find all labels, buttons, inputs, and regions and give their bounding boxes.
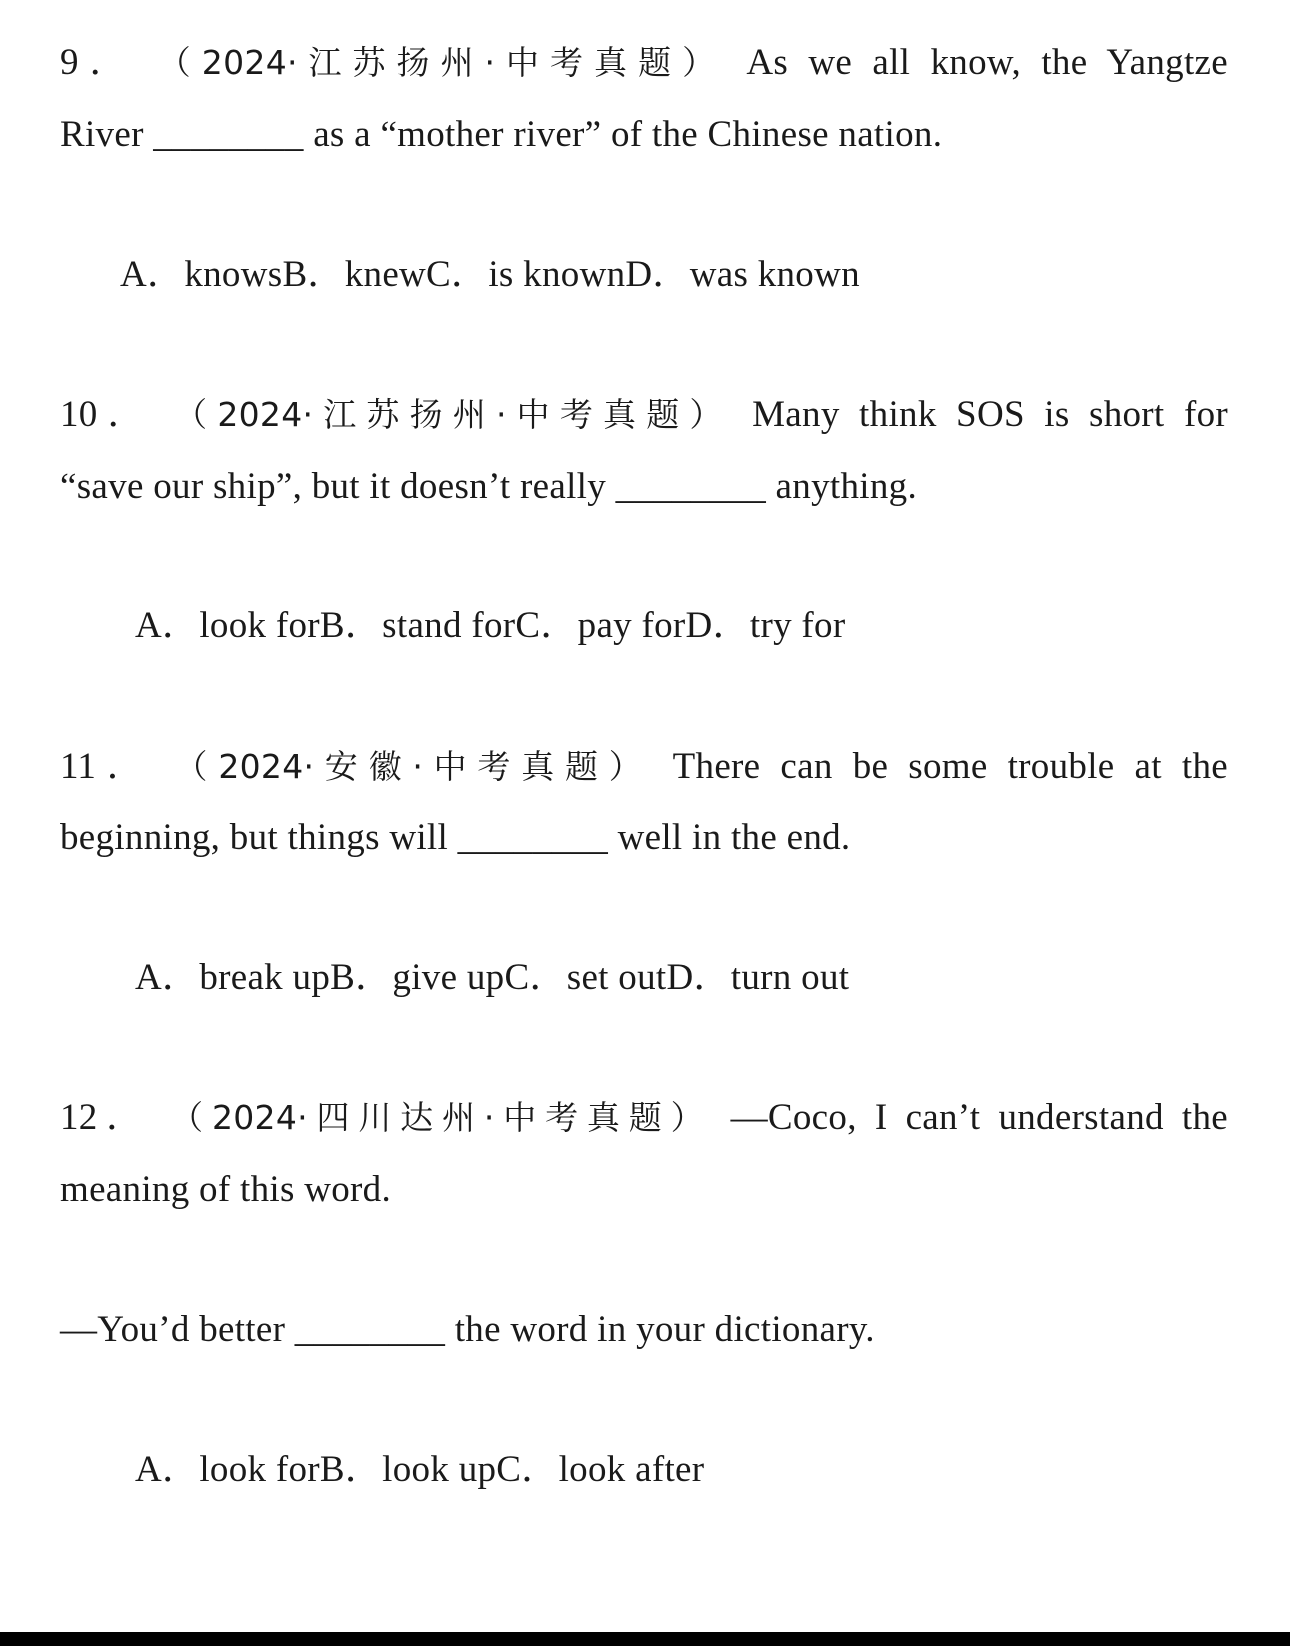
question-12-options: A．look forB．look upC．look after (135, 1449, 705, 1490)
question-11-stem-start: There can be some trouble at the (672, 746, 1228, 787)
question-10-stem-start: Many think SOS is short for (752, 394, 1228, 435)
question-12-number: 12． (60, 1097, 152, 1138)
question-9-line-2: River ________ as a “mother river” of the Chinese nation. (60, 114, 943, 155)
question-12-line-1 (60, 1093, 1228, 1143)
question-11-line-1 (60, 742, 1228, 792)
question-11-source: （2024·安徽·中考真题） (174, 747, 653, 786)
question-9-line-1 (60, 38, 1228, 88)
question-9-number: 9． (60, 42, 138, 83)
question-10-source: （2024·江苏扬州·中考真题） (174, 395, 733, 434)
question-10-number: 10． (60, 394, 155, 435)
question-11-number: 11． (60, 746, 155, 787)
question-9-options: A．knowsB．knewC．is knownD．was known (120, 254, 860, 295)
question-12-source: （2024·四川达州·中考真题） (170, 1098, 713, 1137)
bottom-border (0, 1632, 1290, 1646)
question-10-options: A．look forB．stand forC．pay forD．try for (135, 605, 846, 646)
question-12-stem-start: —Coco, I can’t understand the (730, 1097, 1228, 1138)
question-12-reply: —You’d better ________ the word in your dictionary. (60, 1309, 875, 1350)
question-10-line-1 (60, 390, 1228, 440)
question-11-line-2: beginning, but things will ________ well in the end. (60, 817, 851, 858)
question-9-source: （2024·江苏扬州·中考真题） (157, 43, 727, 82)
question-12-line-2: meaning of this word. (60, 1169, 392, 1210)
question-9-stem-start: As we all know, the Yangtze (746, 42, 1228, 83)
question-10-line-2: “save our ship”, but it doesn’t really ________ anything. (60, 466, 917, 507)
question-11-options: A．break upB．give upC．set outD．turn out (135, 957, 850, 998)
